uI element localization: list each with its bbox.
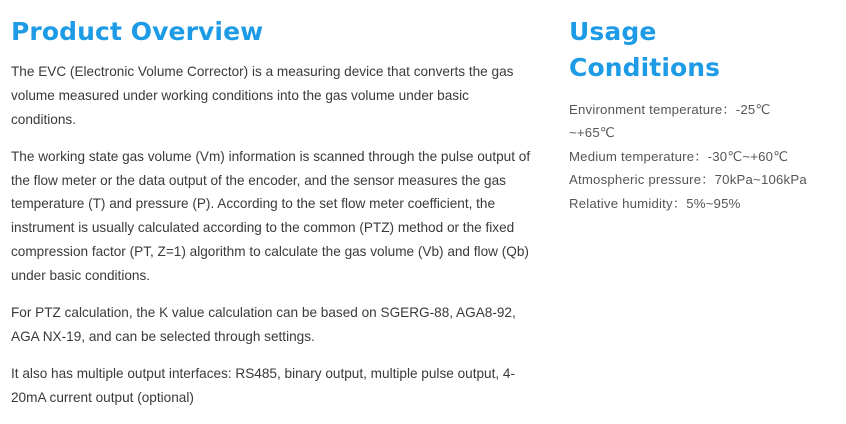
environment-temperature-item: Environment temperature：-25℃ ~+65℃ [569, 102, 771, 141]
medium-temperature-item: Medium temperature：-30℃~+60℃ [569, 148, 789, 164]
usage-conditions-list [569, 98, 809, 215]
overview-paragraph-2: The working state gas volume (Vm) information is scanned through the pulse output of the flow meter or the data output of the encoder, and the sensor measures the gas temperature (T) and pressure (P). According to the set flow meter coefficient, the instrument is usually calculated according to the common (PTZ) method or the fixed compression factor (PT, Z=1) algorithm to calculate the gas volume (Vb) and flow (Qb) under basic conditions. [11, 148, 531, 283]
product-overview-title: Product Overview [11, 17, 264, 46]
usage-conditions-section [569, 14, 809, 215]
atmospheric-pressure-item: Atmospheric pressure：70kPa~106kPa [569, 172, 807, 188]
overview-paragraph-3: For PTZ calculation, the K value calculation can be based on SGERG-88, AGA8-92, AGA NX-19, and can be selected through settings. [11, 305, 516, 344]
usage-conditions-title: Usage Conditions [569, 17, 721, 82]
overview-paragraph-1: The EVC (Electronic Volume Corrector) is a measuring device that converts the gas volume measured under working conditions into the gas volume under basic conditions. [11, 64, 514, 127]
overview-paragraph-4: It also has multiple output interfaces: RS485, binary output, multiple pulse output, 4-20mA current output (optional) [11, 366, 516, 406]
product-overview-section [11, 14, 531, 423]
relative-humidity-item: Relative humidity：5%~95% [569, 195, 741, 211]
